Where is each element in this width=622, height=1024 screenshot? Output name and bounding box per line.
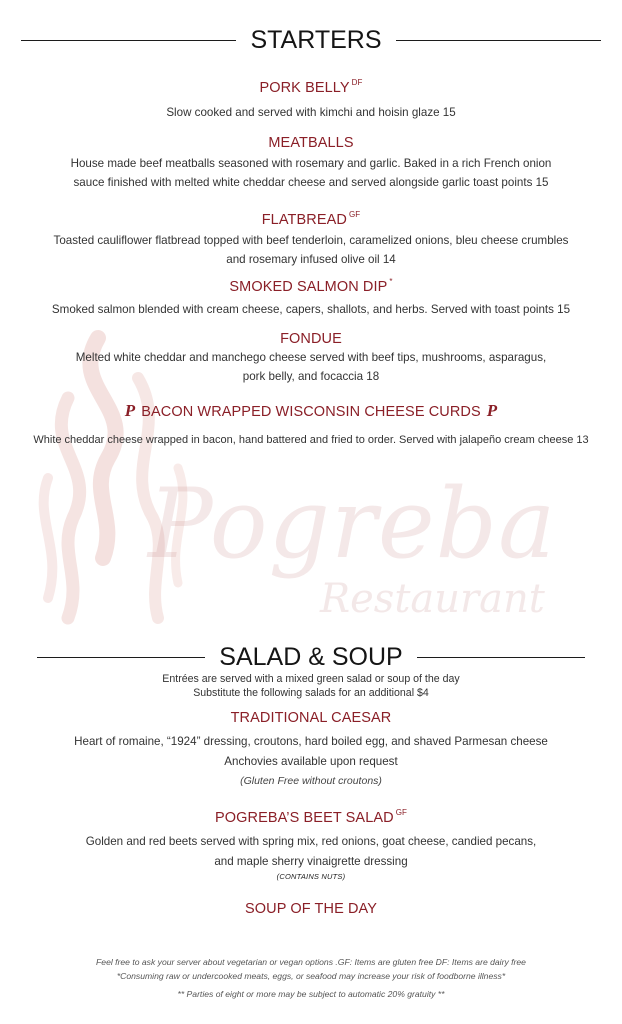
menu-item [10, 330, 612, 386]
menu-item [10, 206, 612, 269]
starters-title: STARTERS [250, 26, 382, 54]
item-description: Toasted cauliflower flatbread topped with beef tenderloin, caramelized onions, bleu cheese crumbles and rosemary infused olive oil 14 [53, 234, 569, 266]
menu-item [10, 709, 612, 790]
heading-rule-right [417, 657, 585, 659]
item-description: Smoked salmon blended with cream cheese, capers, shallots, and herbs. Served with toast points 15 [51, 303, 571, 316]
watermark-brand: Pogreba [148, 468, 557, 580]
menu-item [10, 74, 612, 122]
footer-line: ** Parties of eight or more may be subject to automatic 20% gratuity ** [177, 989, 445, 999]
menu-item [10, 804, 612, 881]
menu-item [10, 402, 612, 450]
watermark-subtitle: Restaurant [320, 576, 545, 622]
diet-tag: GF [395, 808, 408, 817]
salad-soup-heading [0, 643, 622, 672]
item-name: FONDUE [280, 331, 342, 347]
salad-soup-title: SALAD & SOUP [219, 643, 403, 671]
heading-rule-right [396, 40, 601, 42]
footer-line: Feel free to ask your server about vegetarian or vegan options .GF: Items are gluten free DF: Items are dairy free [96, 957, 526, 967]
allergen-note: (CONTAINS NUTS) [276, 872, 346, 881]
signature-p-icon: P [124, 401, 136, 420]
footer-line: *Consuming raw or undercooked meats, eggs, or seafood may increase your risk of foodborne illness* [116, 971, 506, 981]
item-name: P BACON WRAPPED WISCONSIN CHEESE CURDS P [124, 401, 498, 420]
menu-item [10, 134, 612, 192]
heading-rule-left [21, 40, 236, 42]
raw-tag: * [389, 277, 393, 286]
diet-tag: GF [348, 210, 361, 219]
item-name: SMOKED SALMON DIP * [229, 277, 393, 295]
item-name: FLATBREAD $^{GF}$ [261, 210, 361, 228]
menu-footer [10, 955, 612, 1001]
item-description: Melted white cheddar and manchego cheese served with beef tips, mushrooms, asparagus, pork belly, and focaccia 18 [75, 351, 547, 383]
salad-intro: Entrées are served with a mixed green salad or soup of the day Substitute the following salads for an additional $4 [162, 673, 460, 699]
item-name: TRADITIONAL CAESAR [230, 710, 392, 726]
item-description: Heart of romaine, “1924” dressing, croutons, hard boiled egg, and shaved Parmesan cheese Anchovies available upon request [74, 735, 548, 768]
item-name: SOUP OF THE DAY [244, 901, 378, 917]
starters-heading [0, 26, 622, 55]
menu-item [10, 900, 612, 918]
item-note: (Gluten Free without croutons) [240, 775, 382, 787]
item-name: PORK BELLY $^{DF}$ [259, 78, 363, 96]
diet-tag: DF [351, 78, 363, 87]
item-name: POGREBA’S BEET SALAD $^{GF}$ [214, 808, 408, 826]
heading-rule-left [37, 657, 205, 659]
item-description: Golden and red beets served with spring mix, red onions, goat cheese, candied pecans, and maple sherry vinaigrette dressing [85, 835, 537, 868]
item-description: House made beef meatballs seasoned with rosemary and garlic. Baked in a rich French onion sauce finished with melted white cheddar cheese and served alongside garlic toast points 15 [70, 157, 552, 189]
menu-item [10, 273, 612, 319]
signature-p-icon: P [486, 401, 498, 420]
item-description: Slow cooked and served with kimchi and hoisin glaze 15 [166, 106, 456, 119]
item-description: White cheddar cheese wrapped in bacon, hand battered and fried to order. Served with jalapeño cream cheese 13 [33, 434, 589, 446]
item-name: MEATBALLS [268, 135, 354, 151]
